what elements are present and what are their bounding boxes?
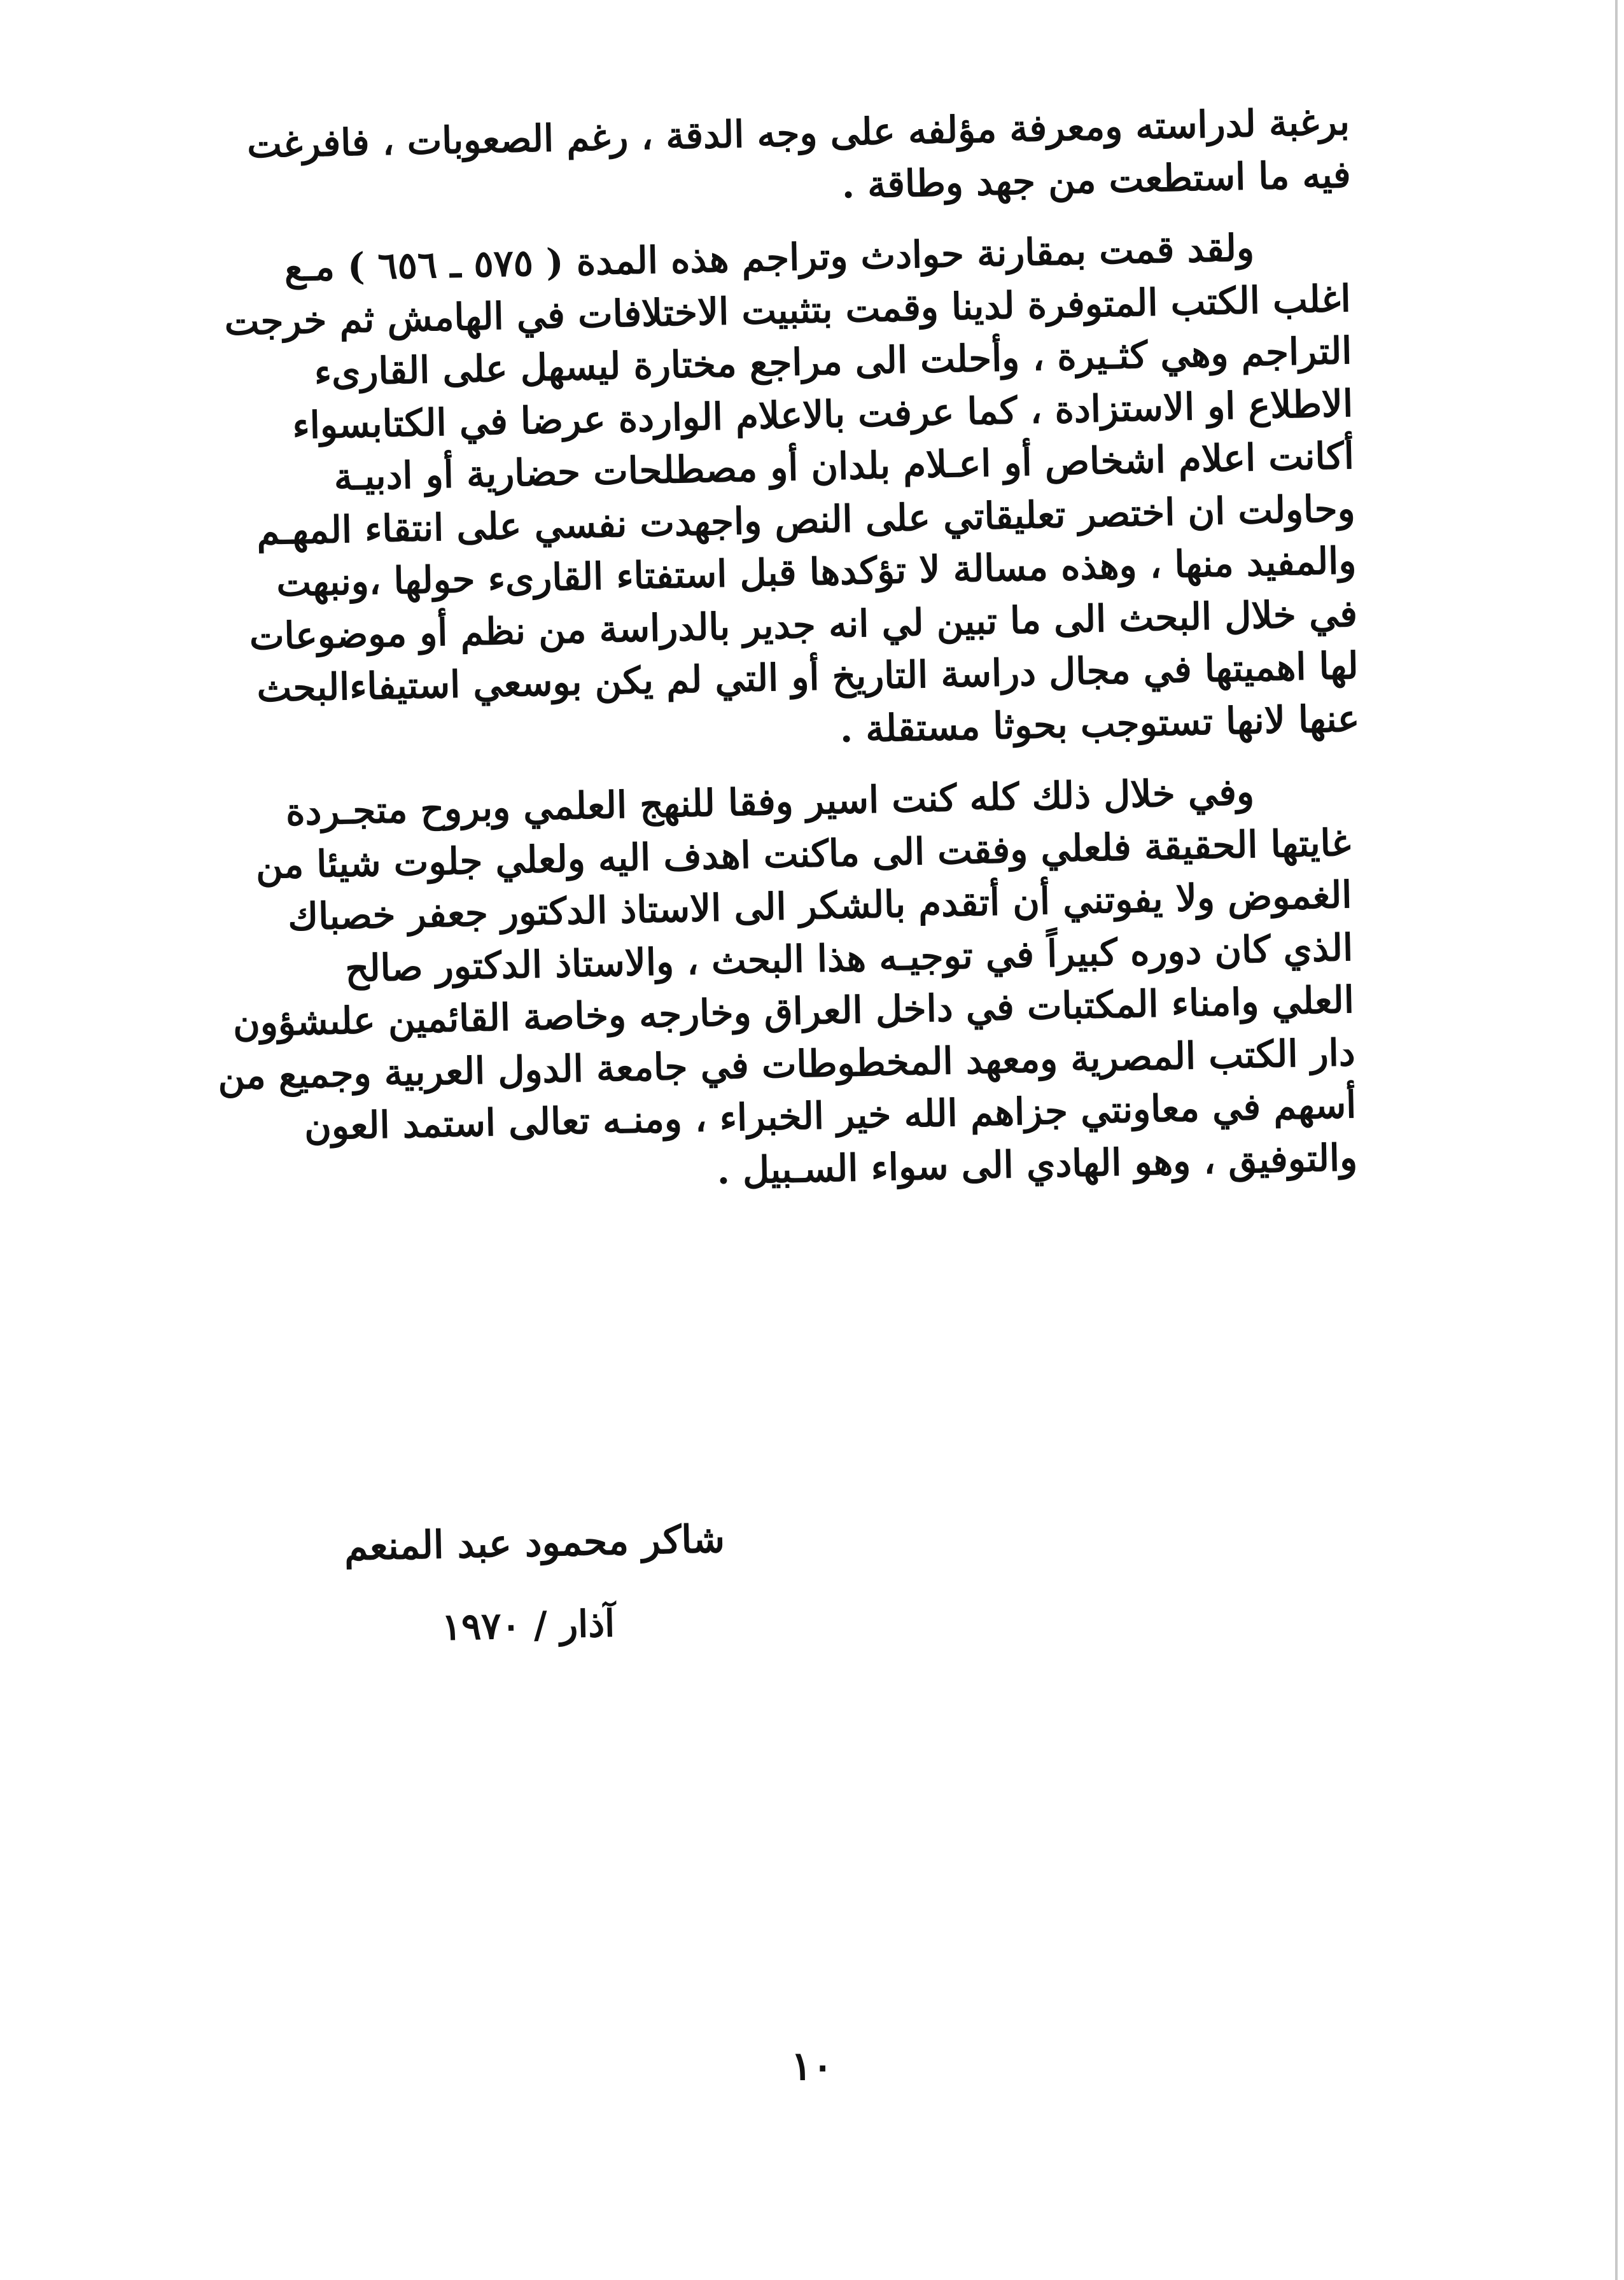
page-number: ١٠	[790, 2043, 834, 2089]
paragraph-3	[159, 764, 1357, 1208]
text-line: برغبة لدراسته ومعرفة مؤلفه على وجه الدقة ، رغم الصعوبات ، فافرغت	[246, 99, 1350, 167]
page-edge-rule	[1615, 0, 1618, 2280]
body-text	[159, 95, 1361, 1203]
text-line: وحاولت ان اختصر تعليقاتي على النص واجهدت نفسي على انتقاء المهـم	[256, 486, 1356, 553]
paragraph-2	[159, 220, 1360, 769]
text-line: ولقد قمت بمقارنة حوادث وتراجم هذه المدة ( ٥٧٥ ـ ٦٥٦ ) مـع	[284, 226, 1255, 290]
text-line: في خلال البحث الى ما تبين لي انه جدير بالدراسة من نظم أو موضوعات	[249, 591, 1358, 658]
text-line: العلي وامناء المكتبات في داخل العراق وخارجه وخاصة القائمين علىشؤون	[232, 977, 1355, 1045]
text-line: لها اهميتها في مجال دراسة التاريخ أو التي لم يكن بوسعي استيفاءالبحث	[256, 643, 1359, 711]
text-line: عنها لانها تستوجب بحوثا مستقلة .	[839, 696, 1361, 751]
text-line: أكانت اعلام اشخاص أو اعـلام بلدان أو مصطلحات حضارية أو ادبيـة	[333, 433, 1355, 499]
text-line: اغلب الكتب المتوفرة لدينا وقمت بتثبيت الاختلافات في الهامش ثم خرجت	[223, 276, 1352, 344]
text-line: أسهم في معاونتي جزاهم الله خير الخبراء ، ومنـه تعالى استمد العون	[304, 1082, 1357, 1149]
text-line: الغموض ولا يفوتني أن أتقدم بالشكر الى الاستاذ الدكتور جعفر خصباك	[287, 872, 1353, 939]
text-line: غايتها الحقيقة فلعلي وفقت الى ماكنت اهدف اليه ولعلي جلوت شيئا من	[255, 820, 1352, 887]
text-line: الاطلاع او الاستزادة ، كما عرفت بالاعلام الواردة عرضا في الكتابسواء	[291, 381, 1354, 447]
text-line: والتوفيق ، وهو الهادي الى سواء السـبيل .	[716, 1135, 1358, 1192]
signature-date: آذار / ١٩٧٠	[441, 1602, 615, 1649]
text-line: الذي كان دوره كبيراً في توجيـه هذا البحث ، والاستاذ الدكتور صالح	[344, 925, 1354, 990]
paragraph-1	[159, 95, 1351, 225]
text-line: التراجم وهي كثـيرة ، وأحلت الى مراجع مختارة ليسهل على القارىء	[314, 328, 1353, 395]
author-signature: شاكر محمود عبد المنعم	[344, 1516, 725, 1570]
text-line: فيه ما استطعت من جهد وطاقة .	[841, 152, 1352, 207]
text-line: وفي خلال ذلك كله كنت اسير وفقا للنهج العلمي وبروح متجـردة	[285, 770, 1255, 834]
text-line: دار الكتب المصرية ومعهد المخطوطات في جامعة الدول العربية وجميع من	[217, 1030, 1356, 1098]
text-line: والمفيد منها ، وهذه مسالة لا تؤكدها قبل استفتاء القارىء حولها ،ونبهت	[276, 538, 1357, 605]
